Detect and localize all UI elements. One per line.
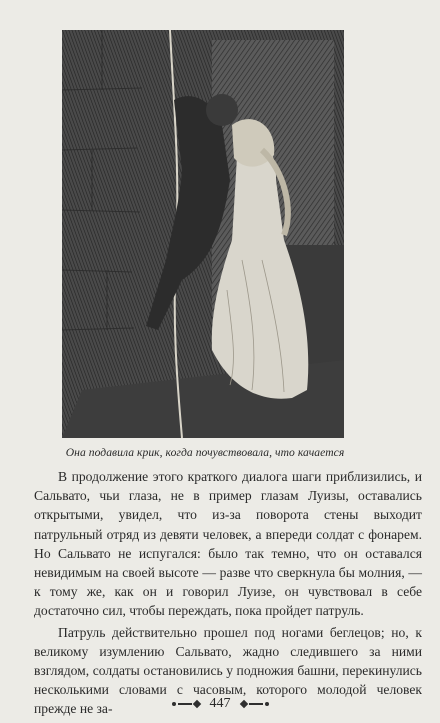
engraving-illustration [62,30,344,438]
paragraph: Патруль действительно прошел под ногами беглецов; но, к великому изумлению Сальвато, жадно следившего за ними взглядом, солдаты остановились у подножия башни, перекинулись несколькими словами с часовым, которого молодой человек прежде не за- [34,624,422,717]
ornament-right-icon [241,701,269,707]
engraving-artwork [62,30,344,438]
body-text [34,467,422,719]
paragraph: В продолжение этого краткого диалога шаги приблизились, и Сальвато, чьи глаза, не в пример глазам Луизы, оставались открытыми, увидел, что из-за поворота стены выходит патрульный отряд из девяти человек, а впереди солдат с фонарем. Но Сальвато не испугался: было так темно, что он оставался невидимым на своей высоте — разве что сверкнула бы молния, — к тому же, как он и говорил Луизе, он чувствовал в себе достаточно сил, чтобы переждать, пока пройдет патруль. [34,469,422,619]
illustration-caption: Она подавила крик, когда почувствовала, что качается [65,446,345,459]
page-footer [0,696,440,712]
ornament-left-icon [172,701,200,707]
page-number: 447 [209,696,231,711]
